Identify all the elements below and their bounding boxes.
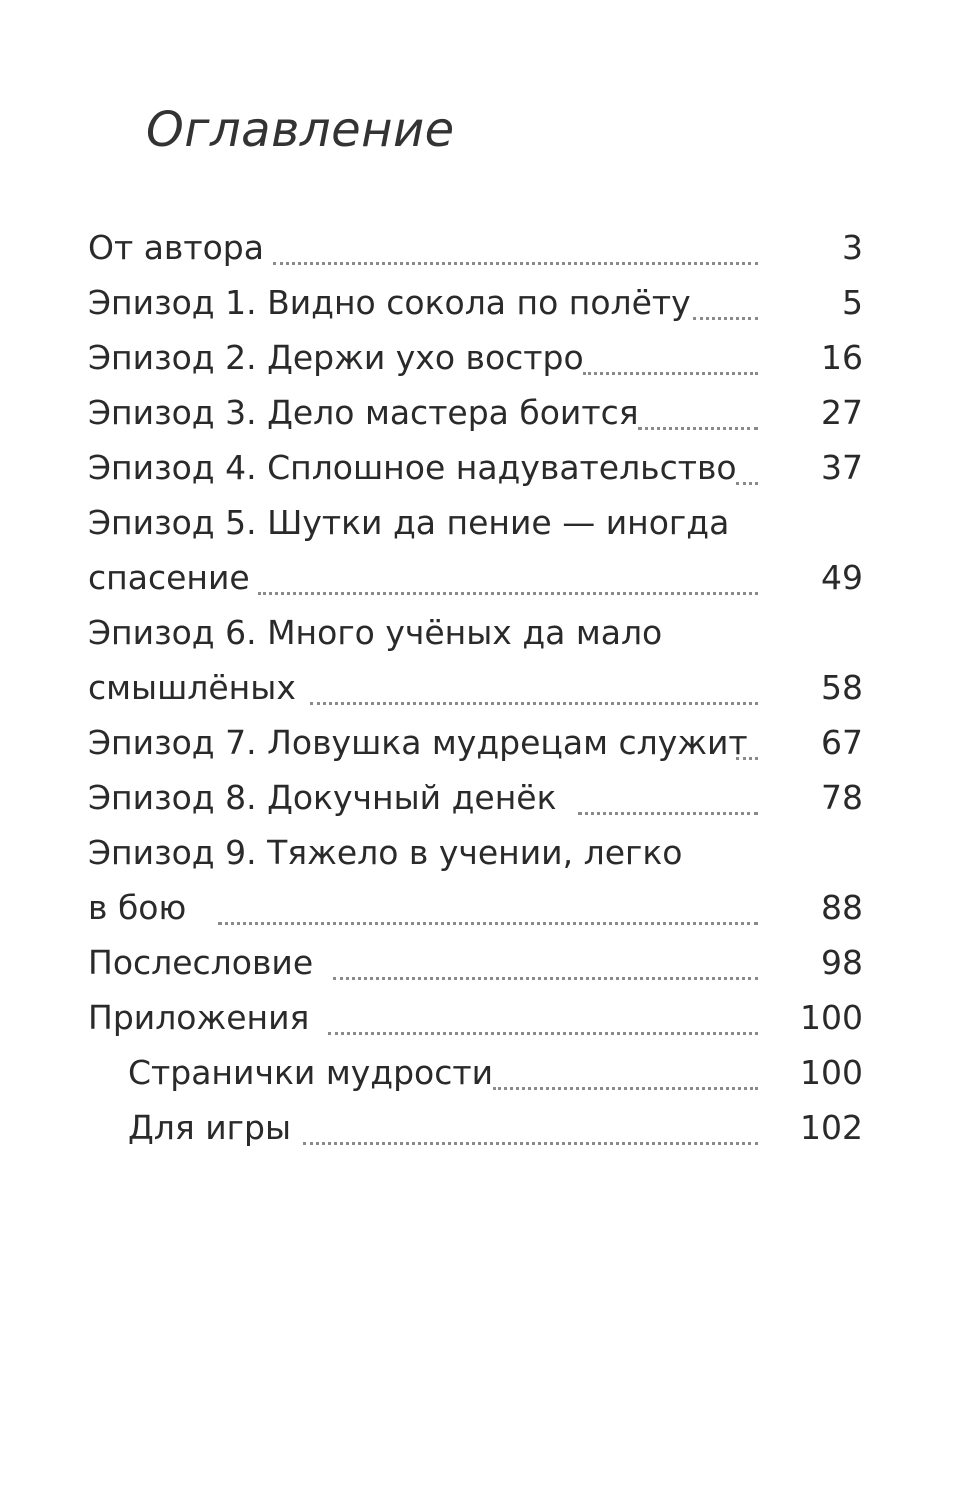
leader-dots [303, 1139, 758, 1145]
toc-entry [88, 220, 863, 275]
toc-page-number: 16 [821, 338, 863, 377]
leader-dots [218, 919, 758, 925]
toc-page-number: 88 [821, 888, 863, 927]
leader-dots [736, 754, 758, 760]
toc-entry [88, 550, 863, 605]
toc-entry [88, 1045, 863, 1100]
leader-dots [583, 369, 758, 375]
toc-entry-label: Эпизод 6. Много учёных да мало [88, 613, 663, 652]
toc-entry-label: Эпизод 4. Сплошное надувательство [88, 448, 737, 487]
toc-entry-continuation [88, 495, 863, 550]
toc-entry [88, 275, 863, 330]
toc-entry-continuation [88, 825, 863, 880]
toc-entry-continuation [88, 605, 863, 660]
toc-page-number: 27 [821, 393, 863, 432]
toc-entry [88, 440, 863, 495]
toc-page-number: 3 [842, 228, 863, 267]
toc-page-number: 100 [800, 1053, 863, 1092]
leader-dots [333, 974, 758, 980]
toc-entry [88, 770, 863, 825]
toc-entry-label: Эпизод 8. Докучный денёк [88, 778, 557, 817]
toc-page-number: 78 [821, 778, 863, 817]
toc-entry [88, 715, 863, 770]
leader-dots [693, 314, 758, 320]
toc-entry-label: Странички мудрости [128, 1053, 494, 1092]
toc-entry [88, 880, 863, 935]
toc-page-number: 58 [821, 668, 863, 707]
toc-entry-label: в бою [88, 888, 187, 927]
toc-page-number: 98 [821, 943, 863, 982]
table-of-contents [88, 220, 863, 1155]
toc-entry-label: Эпизод 7. Ловушка мудрецам служит [88, 723, 748, 762]
toc-page-number: 102 [800, 1108, 863, 1147]
leader-dots [493, 1084, 758, 1090]
toc-entry-label: спасение [88, 558, 250, 597]
toc-entry-label: Эпизод 3. Дело мастера боится [88, 393, 639, 432]
leader-dots [310, 699, 758, 705]
toc-title: Оглавление [146, 102, 455, 158]
toc-entry [88, 1100, 863, 1155]
toc-page-number: 5 [842, 283, 863, 322]
toc-entry-label: Приложения [88, 998, 310, 1037]
toc-entry-label: От автора [88, 228, 264, 267]
toc-entry [88, 385, 863, 440]
toc-entry-label: Эпизод 2. Держи ухо востро [88, 338, 584, 377]
toc-page-number: 37 [821, 448, 863, 487]
toc-entry-label: Эпизод 5. Шутки да пение — иногда [88, 503, 730, 542]
toc-page-number: 100 [800, 998, 863, 1037]
toc-page-number: 49 [821, 558, 863, 597]
toc-entry [88, 330, 863, 385]
toc-entry-label: Эпизод 1. Видно сокола по полёту [88, 283, 691, 322]
toc-entry-label: Эпизод 9. Тяжело в учении, легко [88, 833, 683, 872]
toc-entry-label: смышлёных [88, 668, 296, 707]
toc-entry [88, 990, 863, 1045]
toc-entry-label: Для игры [128, 1108, 292, 1147]
toc-page-number: 67 [821, 723, 863, 762]
leader-dots [273, 259, 758, 265]
leader-dots [638, 424, 758, 430]
leader-dots [578, 809, 758, 815]
leader-dots [736, 479, 758, 485]
leader-dots [258, 589, 758, 595]
toc-entry [88, 660, 863, 715]
leader-dots [328, 1029, 758, 1035]
toc-entry-label: Послесловие [88, 943, 314, 982]
toc-entry [88, 935, 863, 990]
